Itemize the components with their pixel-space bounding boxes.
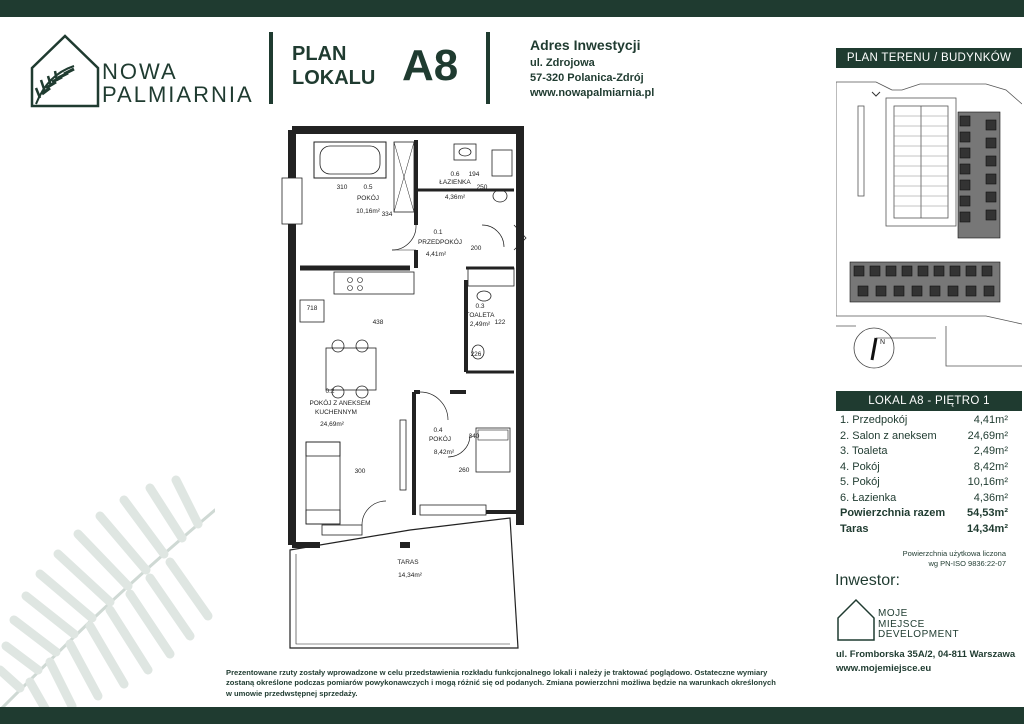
area-row: 3. Toaleta 2,49m² (840, 445, 1008, 457)
logo-line-2: MIEJSCE (878, 618, 925, 630)
room4-height-dim: 340 (468, 433, 480, 440)
terrace-area-row: Taras 14,34m² (840, 522, 1008, 535)
palm-leaf-decoration (0, 470, 215, 710)
room5-area: 10,16m² (356, 208, 380, 215)
room2-height-dim: 718 (306, 305, 318, 312)
disclaimer-line-2: zostaną określone podczas pomiarów powykonawczych i mogą różnić się od podanych. Zmiana powierzchni możliwa będzie na warunkach określonych (226, 678, 776, 688)
investment-address (530, 37, 654, 101)
divider-1 (269, 32, 273, 104)
total-area-row: Powierzchnia razem 54,53m² (840, 507, 1008, 519)
divider-2 (486, 32, 490, 104)
nowa-palmiarnia-logo (30, 32, 270, 108)
area-row: 2. Salon z aneksem 24,69m² (840, 429, 1008, 442)
address-heading: Adres Inwestycji (530, 37, 641, 53)
room6-number: 0.6 (450, 171, 460, 178)
room5-number: 0.5 (363, 184, 373, 191)
room6-height-dim: 194 (468, 171, 480, 178)
room2-name-line1: POKÓJ Z ANEKSEM (309, 400, 371, 407)
area-row: 1. Przedpokój 4,41m² (840, 414, 1008, 426)
brand-name (102, 60, 254, 106)
address-street: ul. Zdrojowa (530, 57, 595, 69)
room2-width-dim2: 300 (354, 468, 366, 475)
disclaimer-line-3: w umowie przedwstępnej sprzedaży. (226, 688, 358, 698)
plan-title-line-2: LOKALU (292, 67, 376, 89)
area-table (840, 413, 1008, 537)
site-plan-drawing (836, 76, 1022, 372)
area-row: 5. Pokój 10,16m² (840, 476, 1008, 488)
logo-line-1: MOJE (878, 608, 908, 619)
disclaimer (226, 668, 806, 699)
room6-width-dim: 250 (476, 184, 488, 191)
room3-height-dim: 226 (470, 351, 482, 358)
investor-label: Inwestor: (835, 572, 900, 589)
area-note-line-1: Powierzchnia użytkowa liczona (902, 549, 1006, 558)
unit-title: LOKAL A8 - PIĘTRO 1 (836, 391, 1022, 411)
investor-street: ul. Fromborska 35A/2, 04-811 Warszawa (836, 649, 1016, 660)
room3-number: 0.3 (475, 303, 485, 310)
room4-name: POKÓJ (428, 436, 452, 443)
area-row: 6. Łazienka 4,36m² (840, 491, 1008, 504)
room4-width-dim: 260 (458, 467, 470, 474)
area-note-line-2: wg PN-ISO 9836:22-07 (928, 559, 1006, 568)
top-band (0, 0, 1024, 17)
room1-name: PRZEDPOKÓJ (417, 239, 463, 246)
room1-area: 4,41m² (425, 251, 447, 258)
brand-line-2: PALMIARNIA (102, 82, 254, 107)
site-plan-title: PLAN TERENU / BUDYNKÓW (836, 48, 1022, 68)
terrace-name: TARAS (397, 559, 419, 566)
investor-website[interactable]: www.mojemiejsce.eu (836, 663, 932, 674)
palm-house-icon (30, 32, 100, 108)
terrace-area: 14,34m² (398, 572, 422, 579)
room4-number: 0.4 (433, 427, 443, 434)
plan-title (292, 42, 375, 90)
room3-area: 2,49m² (469, 321, 491, 328)
room2-number: 0.2 (325, 388, 335, 395)
room1-height-dim: 200 (470, 245, 482, 252)
investor-address (836, 648, 1015, 676)
room6-area: 4,36m² (444, 194, 466, 201)
unit-code: A8 (402, 41, 459, 90)
address-website[interactable]: www.nowapalmiarnia.pl (530, 87, 655, 99)
room2-name-line2: KUCHENNYM (315, 409, 357, 416)
room1-number: 0.1 (433, 229, 443, 236)
developer-logo-text (878, 609, 959, 641)
area-note (850, 549, 1006, 569)
area-row: 4. Pokój 8,42m² (840, 460, 1008, 473)
north-arrow-icon (854, 328, 894, 368)
address-city: 57-320 Polanica-Zdrój (530, 72, 644, 84)
room2-area: 24,69m² (320, 421, 344, 428)
bottom-band (0, 707, 1024, 724)
room3-width-dim: 122 (494, 319, 506, 326)
logo-line-3: DEVELOPMENT (878, 629, 960, 640)
floor-plan-drawing (270, 120, 550, 655)
room5-width-dim: 310 (336, 184, 348, 191)
room6-name: ŁAZIENKA (439, 179, 471, 186)
room4-area: 8,42m² (433, 449, 455, 456)
room5-height-dim: 334 (381, 211, 393, 218)
plan-title-line-1: PLAN (292, 43, 347, 65)
svg-text:N: N (880, 339, 886, 346)
room2-width-dim: 438 (372, 319, 384, 326)
disclaimer-line-1: Prezentowane rzuty zostały wprowadzone w celu przedstawienia rozkładu funkcjonalnego lokali i należy je traktować poglądowo. Ostateczne wymiary (226, 668, 768, 677)
brand-line-1: NOWA (102, 59, 178, 84)
room5-name: POKÓJ (356, 195, 380, 202)
room3-name: TOALETA (465, 312, 495, 319)
